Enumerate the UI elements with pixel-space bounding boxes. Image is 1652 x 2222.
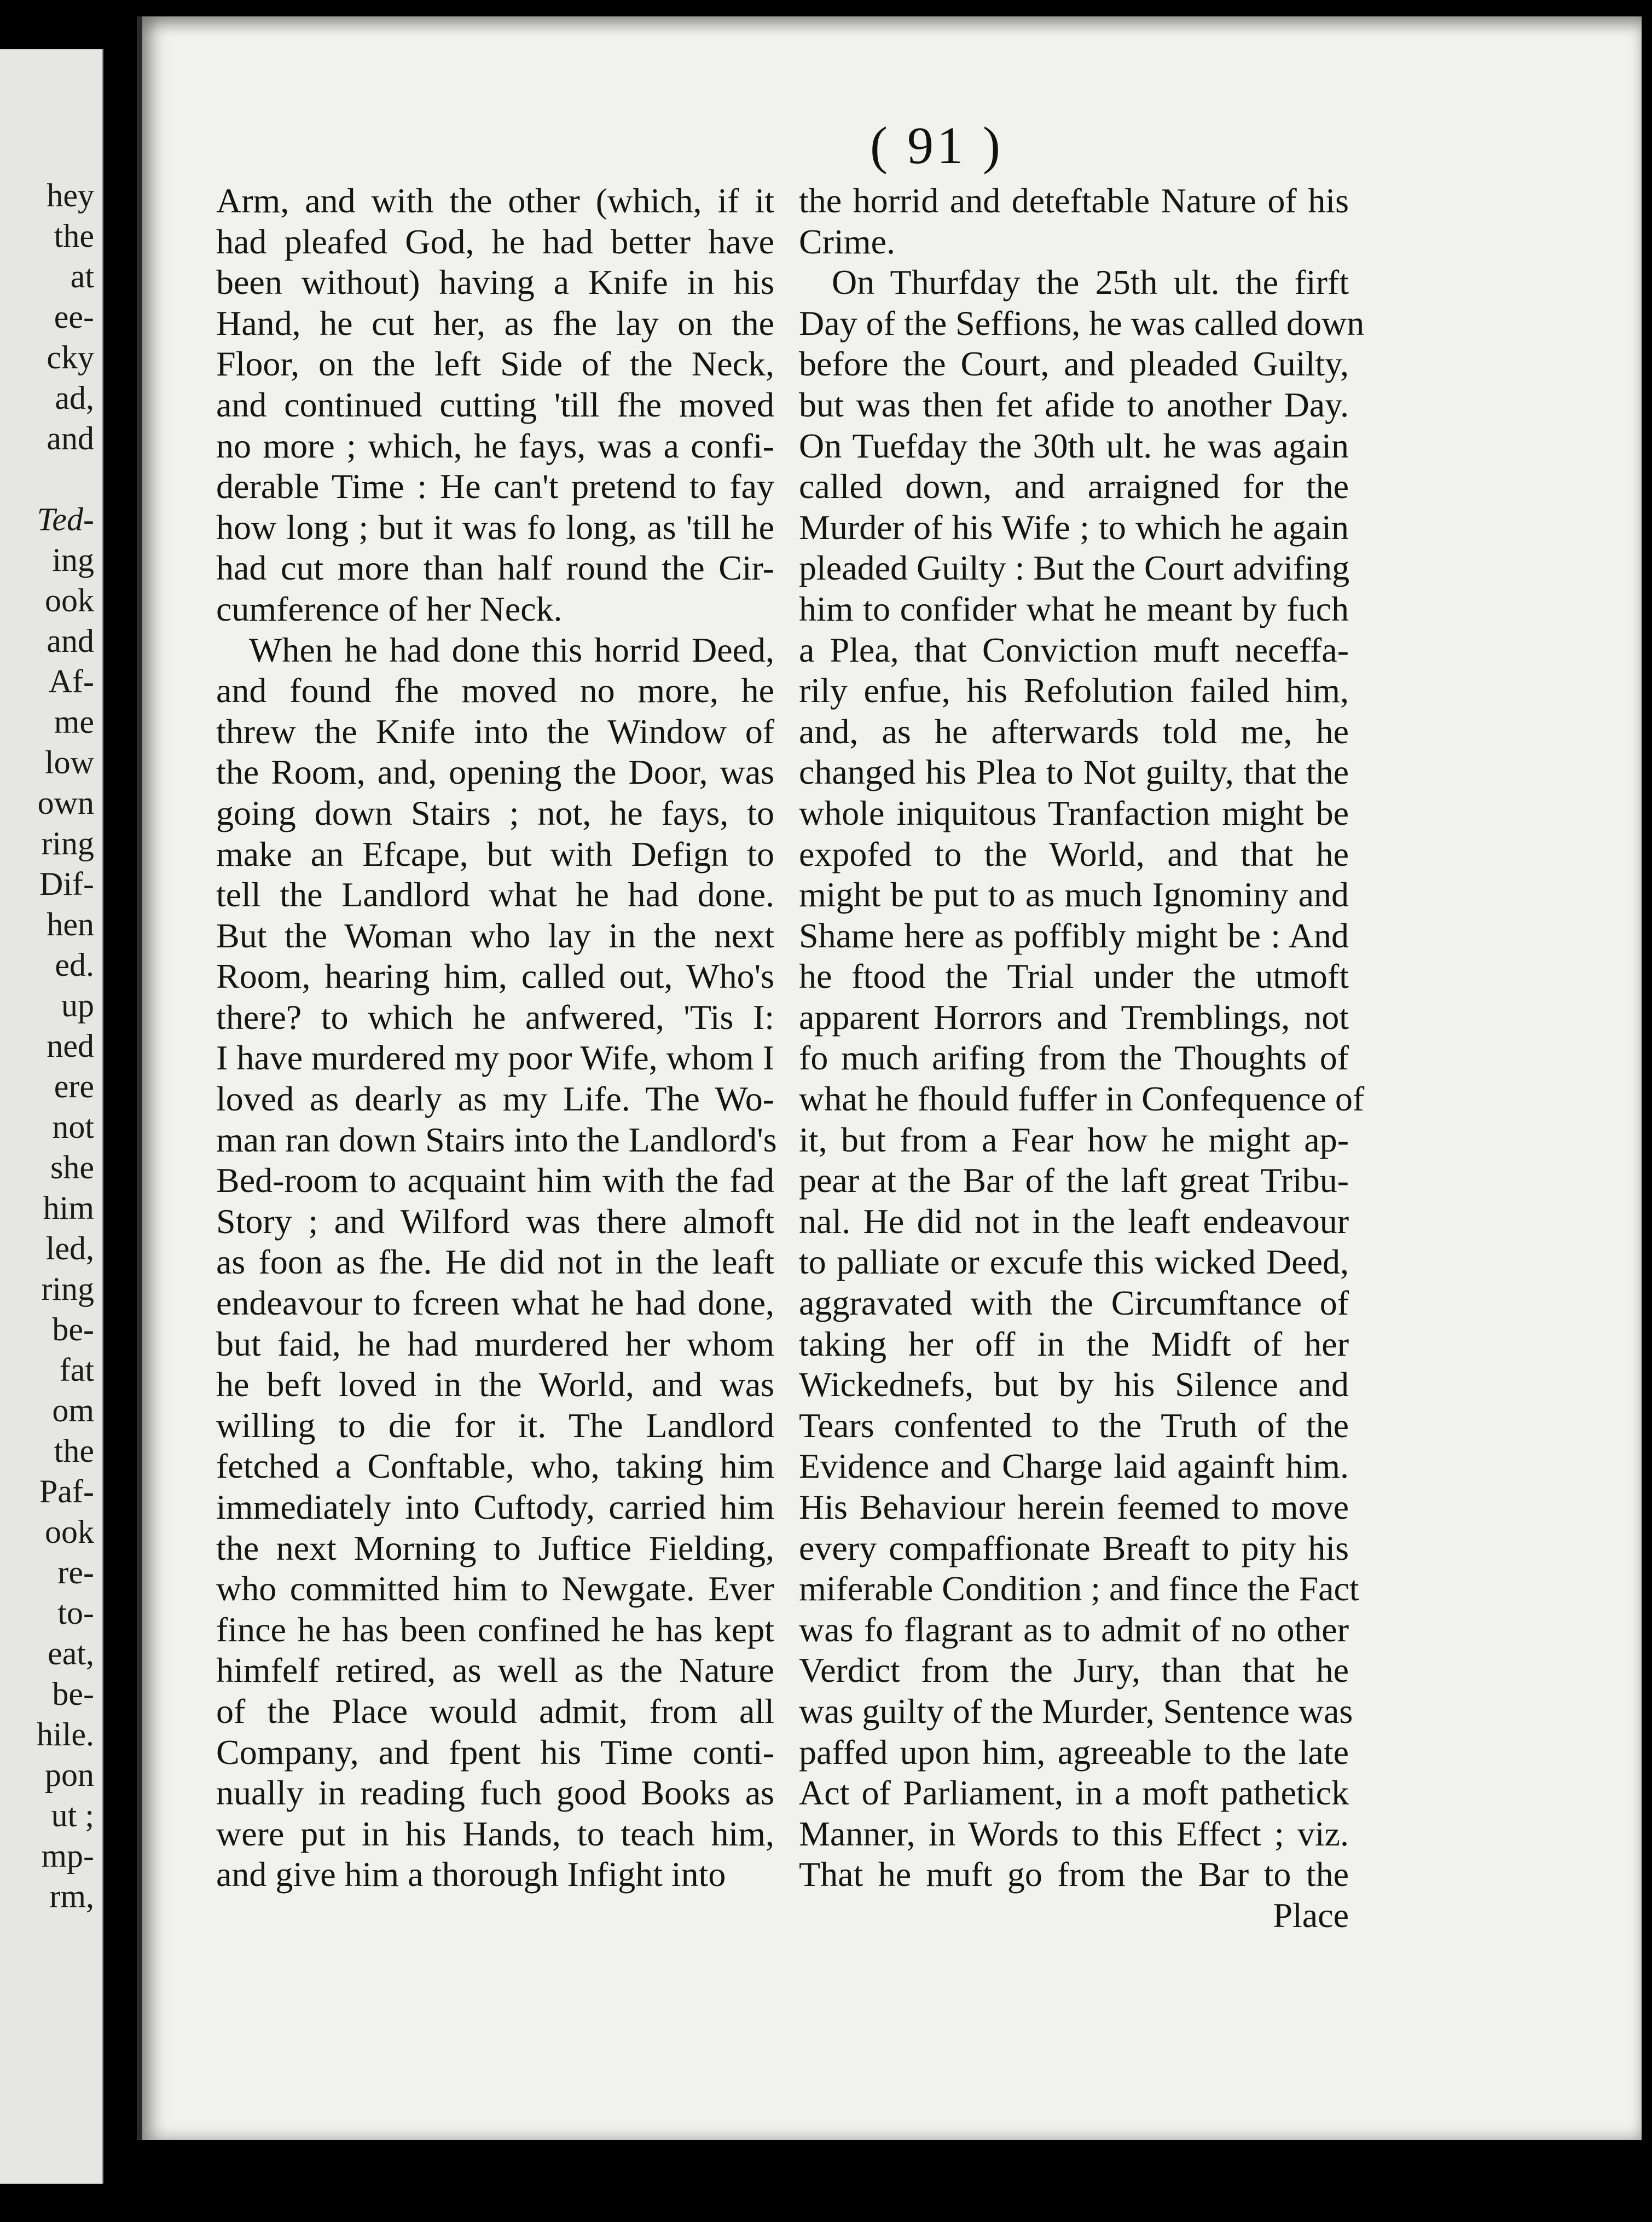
previous-page-fragment: be- [52,1676,94,1712]
text-line: called down, and arraigned for the [799,467,1349,506]
previous-page-fragment: she [50,1149,94,1185]
text-line: who committed him to Newgate. Ever [216,1569,774,1608]
previous-page-edge [0,49,103,2184]
text-line: cumference of her Neck. [216,589,563,628]
text-line: a Plea, that Conviction muft neceffa- [799,630,1349,669]
text-line: had cut more than half round the Cir- [216,548,774,588]
previous-page-fragment: at [70,258,94,294]
previous-page-fragment: hen [47,906,94,942]
text-line: he ftood the Trial under the utmoft [799,957,1349,996]
text-column-left [216,181,777,1895]
previous-page-fragment: ned [47,1028,94,1064]
text-line: were put in his Hands, to teach him, [216,1814,774,1853]
text-line: every compaffionate Breaft to pity his [799,1528,1349,1567]
previous-page-fragment: the [54,218,94,254]
previous-page-fragment: Dif- [39,866,94,902]
text-line: going down Stairs ; not, he fays, to [216,793,774,832]
text-line: taking her off in the Midft of her [799,1324,1349,1363]
text-line: Murder of his Wife ; to which he again [799,507,1349,547]
text-line: and, as he afterwards told me, he [799,711,1349,751]
text-line: to palliate or excufe this wicked Deed, [799,1242,1349,1282]
text-line: as foon as fhe. He did not in the leaft [216,1242,774,1282]
text-line: man ran down Stairs into the Landlord's [216,1120,777,1159]
previous-page-fragment: re- [57,1554,94,1590]
previous-page-fragment: Af- [48,663,94,699]
previous-page-fragment: Paf- [39,1473,94,1509]
previous-page-fragment: up [61,987,94,1023]
document-page [137,16,1642,2140]
text-line: Arm, and with the other (which, if it [216,181,774,220]
text-line: Act of Parliament, in a moft pathetick [799,1773,1349,1813]
text-line: apparent Horrors and Tremblings, not [799,997,1349,1037]
previous-page-fragment: ed. [55,947,94,983]
page-number: ( 91 ) [870,116,1004,175]
text-line: Evidence and Charge laid againft him. [799,1446,1349,1486]
text-line: I have murdered my poor Wife, whom I [216,1038,774,1078]
text-line: derable Time : He can't pretend to fay [216,467,774,506]
text-line: Wickednefs, but by his Silence and [799,1365,1349,1404]
previous-page-fragment: low [45,744,94,780]
previous-page-fragment: to- [57,1595,94,1631]
previous-page-fragment: and [47,420,94,456]
text-line: and continued cutting 'till fhe moved [216,385,774,424]
text-line: Place [1273,1895,1349,1935]
text-line: tell the Landlord what he had done. [216,875,774,915]
text-line: and give him a thorough Infight into [216,1855,726,1894]
text-line: Tears confented to the Truth of the [799,1405,1349,1445]
text-line: what he fhould fuffer in Confequence of [799,1079,1365,1119]
text-line: His Behaviour herein feemed to move [799,1488,1349,1526]
text-line: Room, hearing him, called out, Who's [216,957,774,996]
text-line: But the Woman who lay in the next [216,916,774,955]
text-line: Hand, he cut her, as fhe lay on the [216,303,774,343]
text-line: Manner, in Words to this Effect ; viz. [799,1814,1349,1853]
text-line: the horrid and deteftable Nature of his [799,181,1349,220]
previous-page-fragment: ook [45,582,94,618]
text-line: Shame here as poffibly might be : And [799,916,1349,955]
previous-page-fragment: om [52,1392,94,1428]
text-line: On Tuefday the 30th ult. he was again [799,426,1349,465]
previous-page-fragment: the [54,1433,94,1469]
text-line: miferable Condition ; and fince the Fact [799,1569,1359,1608]
text-line: might be put to as much Ignominy and [799,875,1349,915]
previous-page-fragment: cky [47,339,94,375]
previous-page-fragment: fat [59,1352,94,1388]
text-line: willing to die for it. The Landlord [216,1405,774,1445]
previous-page-fragment: mp- [41,1838,94,1874]
text-line: himfelf retired, as well as the Nature [216,1651,774,1690]
text-line: aggravated with the Circumftance of [799,1283,1349,1323]
previous-page-fragment: ut ; [51,1797,94,1833]
text-line: Day of the Seffions, he was called down [799,303,1365,343]
text-column-right [799,181,1365,1936]
text-line: the Room, and, opening the Door, was [216,753,774,792]
text-line: before the Court, and pleaded Guilty, [799,344,1349,384]
text-line: how long ; but it was fo long, as 'till he [216,507,774,547]
text-line: expofed to the World, and that he [799,834,1349,873]
text-line: whole iniquitous Tranfaction might be [799,793,1349,832]
text-line: there? to which he anfwered, 'Tis I: [216,997,774,1037]
previous-page-fragment: ing [52,542,94,578]
text-line: rily enfue, his Refolution failed him, [799,671,1349,710]
previous-page-fragment: eat, [48,1635,94,1671]
text-line: endeavour to fcreen what he had done, [216,1283,774,1323]
text-line: pear at the Bar of the laft great Tribu- [799,1161,1349,1200]
text-line: nually in reading fuch good Books as [216,1773,774,1813]
text-line: That he muft go from the Bar to the [799,1855,1349,1894]
text-line: was fo flagrant as to admit of no other [799,1610,1349,1649]
previous-page-fragment: ad, [55,380,94,416]
text-line: of the Place would admit, from all [216,1691,774,1731]
text-line: Crime. [799,222,895,261]
text-line: Bed-room to acquaint him with the fad [216,1161,774,1200]
text-line: no more ; which, he fays, was a confi- [216,426,774,465]
text-line: pleaded Guilty : But the Court advifing [799,548,1350,588]
text-line: On Thurfday the 25th ult. the firft [832,263,1349,302]
previous-page-fragment: him [43,1190,94,1226]
previous-page-fragment: ring [41,825,94,861]
previous-page-fragment: pon [45,1757,94,1793]
text-line: immediately into Cuftody, carried him [216,1488,774,1526]
previous-page-fragment: hey [47,177,94,213]
text-line: nal. He did not in the leaft endeavour [799,1201,1349,1241]
previous-page-fragment: hile. [37,1716,94,1752]
text-line: and found fhe moved no more, he [216,671,774,710]
text-line: paffed upon him, agreeable to the late [799,1732,1349,1772]
previous-page-fragment: ee- [54,299,94,335]
text-line: he beft loved in the World, and was [216,1365,774,1404]
text-line: but faid, he had murdered her whom [216,1324,774,1363]
previous-page-fragment: me [54,704,94,740]
text-line: When he had done this horrid Deed, [249,630,774,669]
text-line: make an Efcape, but with Defign to [216,834,774,873]
text-line: been without) having a Knife in his [216,263,774,302]
text-line: fetched a Conftable, who, taking him [216,1446,774,1486]
previous-page-fragment: ere [54,1068,94,1104]
text-line: it, but from a Fear how he might ap- [799,1120,1349,1159]
previous-page-fragment: and [47,623,94,659]
text-line: but was then fet afide to another Day. [799,385,1349,424]
text-line: fince he has been confined he has kept [216,1610,774,1649]
text-line: had pleafed God, he had better have [216,222,774,261]
text-line: loved as dearly as my Life. The Wo- [216,1079,774,1119]
previous-page-fragment: led, [45,1230,94,1266]
text-line: changed his Plea to Not guilty, that the [799,753,1349,792]
text-line: Company, and fpent his Time conti- [216,1732,774,1772]
text-line: Story ; and Wilford was there almoft [216,1201,774,1241]
text-line: threw the Knife into the Window of [216,711,774,751]
previous-page-fragment: Ted- [37,501,94,537]
text-line: Floor, on the left Side of the Neck, [216,344,774,384]
text-line: was guilty of the Murder, Sentence was [799,1691,1353,1731]
text-line: him to confider what he meant by fuch [799,589,1349,628]
previous-page-fragment: ring [41,1271,94,1307]
previous-page-fragment: ook [45,1514,94,1550]
text-line: Verdict from the Jury, than that he [799,1651,1349,1690]
previous-page-fragment: be- [52,1311,94,1347]
previous-page-fragment: not [52,1109,94,1145]
text-line: the next Morning to Juftice Fielding, [216,1528,774,1567]
text-line: fo much arifing from the Thoughts of [799,1038,1349,1078]
previous-page-fragment: rm, [49,1878,94,1914]
previous-page-fragment: own [37,785,94,821]
